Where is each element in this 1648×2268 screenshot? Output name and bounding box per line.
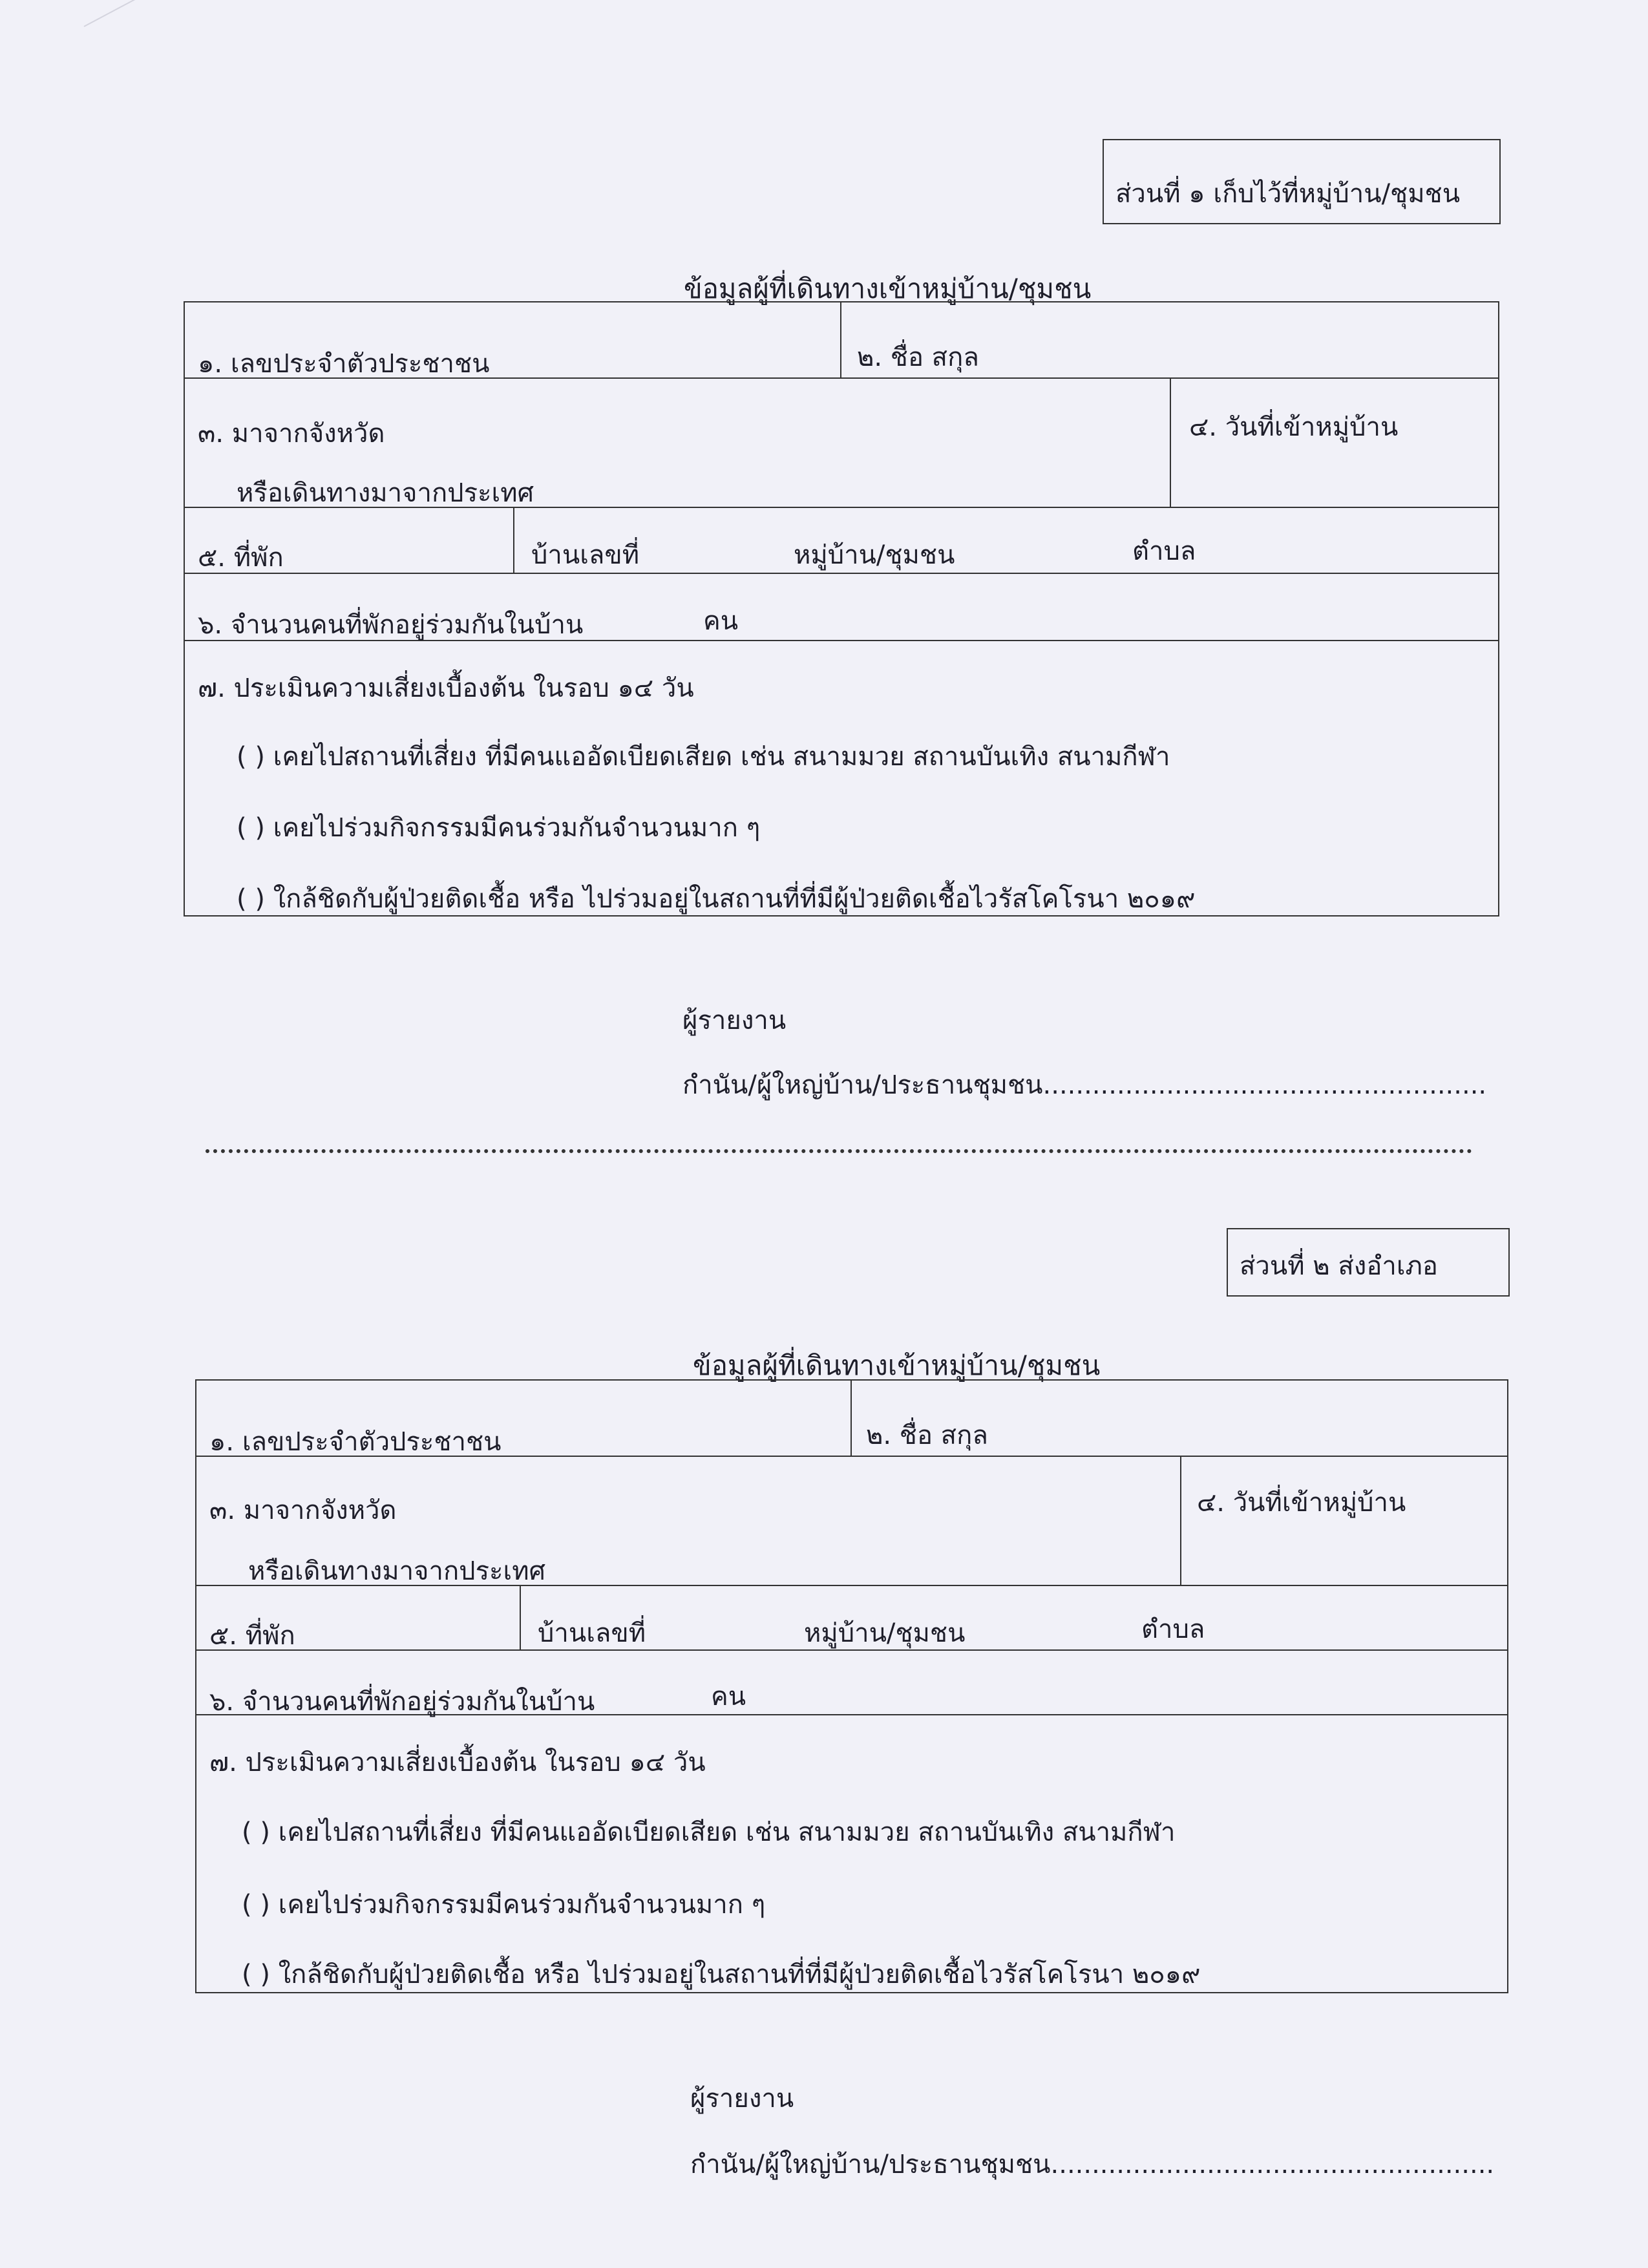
- part1-field-household[interactable]: ๖. จำนวนคนที่พักอยู่ร่วมกันในบ้าน: [198, 610, 584, 640]
- part1-field-village[interactable]: หมู่บ้าน/ชุมชน: [794, 540, 955, 570]
- part2-risk-option-3[interactable]: ( ) ใกล้ชิดกับผู้ป่วยติดเชื้อ หรือ ไปร่วมอยู่ในสถานที่ที่มีผู้ป่วยติดเชื้อไวรัสโคโรนา ๒๐๑๙: [242, 1960, 1201, 1989]
- part2-risk-option-1[interactable]: ( ) เคยไปสถานที่เสี่ยง ที่มีคนแออัดเบียดเสียด เช่น สนามมวย สถานบันเทิง สนามกีฬา: [242, 1818, 1176, 1847]
- part2-box-label-text: ส่วนที่ ๒ ส่งอำเภอ: [1240, 1251, 1438, 1281]
- row-divider: [1180, 1457, 1181, 1585]
- paper-fold-mark: [84, 0, 404, 27]
- part2-field-household[interactable]: ๖. จำนวนคนที่พักอยู่ร่วมกันในบ้าน: [209, 1687, 595, 1717]
- part2-field-date[interactable]: ๔. วันที่เข้าหมู่บ้าน: [1197, 1488, 1406, 1518]
- part1-reporter-label: ผู้รายงาน: [682, 1006, 787, 1035]
- part2-row-risk: [196, 1715, 1507, 1995]
- part1-row-residence: [185, 508, 1498, 574]
- part1-field-risk: ๗. ประเมินความเสี่ยงเบื้องต้น ในรอบ ๑๔ วัน: [198, 673, 694, 703]
- part2-row-residence: [196, 1586, 1507, 1651]
- part2-field-village[interactable]: หมู่บ้าน/ชุมชน: [804, 1618, 966, 1648]
- row-divider: [850, 1381, 852, 1456]
- part2-row-id-name: [196, 1381, 1507, 1457]
- part1-signatory-line[interactable]: กำนัน/ผู้ใหญ่บ้าน/ประธานชุมชน......................................................: [682, 1070, 1487, 1100]
- row-divider: [520, 1586, 521, 1649]
- part1-risk-option-1[interactable]: ( ) เคยไปสถานที่เสี่ยง ที่มีคนแออัดเบียดเสียด เช่น สนามมวย สถานบันเทิง สนามกีฬา: [237, 742, 1170, 772]
- part1-risk-option-2[interactable]: ( ) เคยไปร่วมกิจกรรมมีคนร่วมกันจำนวนมาก ๆ: [237, 813, 761, 843]
- part1-field-id[interactable]: ๑. เลขประจำตัวประชาชน: [198, 349, 490, 379]
- part1-field-subdistrict[interactable]: ตำบล: [1132, 536, 1196, 566]
- part1-form-title: ข้อมูลผู้ที่เดินทางเข้าหมู่บ้าน/ชุมชน: [684, 273, 1092, 304]
- part2-form-title: ข้อมูลผู้ที่เดินทางเข้าหมู่บ้าน/ชุมชน: [693, 1350, 1101, 1381]
- part1-row-household: [185, 574, 1498, 641]
- part1-field-country[interactable]: หรือเดินทางมาจากประเทศ: [237, 478, 534, 508]
- part1-box-label: [1103, 139, 1501, 224]
- part2-field-province[interactable]: ๓. มาจากจังหวัด: [209, 1496, 397, 1525]
- part1-field-persons-unit: คน: [703, 606, 739, 636]
- part2-field-persons-unit: คน: [711, 1682, 746, 1712]
- part2-field-house-no[interactable]: บ้านเลขที่: [538, 1618, 646, 1648]
- part2-signatory-line[interactable]: กำนัน/ผู้ใหญ่บ้าน/ประธานชุมชน......................................................: [690, 2150, 1495, 2179]
- part1-field-province[interactable]: ๓. มาจากจังหวัด: [198, 419, 385, 449]
- part2-row-household: [196, 1651, 1507, 1715]
- part1-row-origin: [185, 379, 1498, 508]
- row-divider: [1170, 379, 1171, 507]
- part2-box-label: [1227, 1228, 1510, 1297]
- part1-field-house-no[interactable]: บ้านเลขที่: [531, 540, 640, 570]
- part1-field-date[interactable]: ๔. วันที่เข้าหมู่บ้าน: [1189, 412, 1399, 442]
- row-divider: [513, 508, 514, 573]
- part2-risk-option-2[interactable]: ( ) เคยไปร่วมกิจกรรมมีคนร่วมกันจำนวนมาก ๆ: [242, 1890, 766, 1920]
- part1-field-name[interactable]: ๒. ชื่อ สกุล: [857, 343, 979, 372]
- part2-row-origin: [196, 1457, 1507, 1586]
- part2-field-name[interactable]: ๒. ชื่อ สกุล: [866, 1421, 988, 1450]
- row-divider: [840, 302, 841, 377]
- part2-form-table: [195, 1379, 1508, 1993]
- part2-reporter-label: ผู้รายงาน: [690, 2084, 794, 2114]
- cut-line: [206, 1149, 1472, 1153]
- part2-field-risk: ๗. ประเมินความเสี่ยงเบื้องต้น ในรอบ ๑๔ วัน: [209, 1748, 706, 1777]
- part1-field-residence[interactable]: ๕. ที่พัก: [198, 543, 284, 573]
- part1-risk-option-3[interactable]: ( ) ใกล้ชิดกับผู้ป่วยติดเชื้อ หรือ ไปร่วมอยู่ในสถานที่ที่มีผู้ป่วยติดเชื้อไวรัสโคโรนา ๒๐๑๙: [237, 884, 1196, 914]
- part1-row-id-name: [185, 302, 1498, 379]
- part1-form-table: [184, 301, 1499, 917]
- part2-field-residence[interactable]: ๕. ที่พัก: [209, 1621, 295, 1651]
- part1-row-risk: [185, 641, 1498, 918]
- part1-box-label-text: ส่วนที่ ๑ เก็บไว้ที่หมู่บ้าน/ชุมชน: [1115, 179, 1461, 209]
- part2-field-id[interactable]: ๑. เลขประจำตัวประชาชน: [209, 1427, 502, 1457]
- part2-field-country[interactable]: หรือเดินทางมาจากประเทศ: [248, 1556, 545, 1586]
- part2-field-subdistrict[interactable]: ตำบล: [1141, 1615, 1205, 1644]
